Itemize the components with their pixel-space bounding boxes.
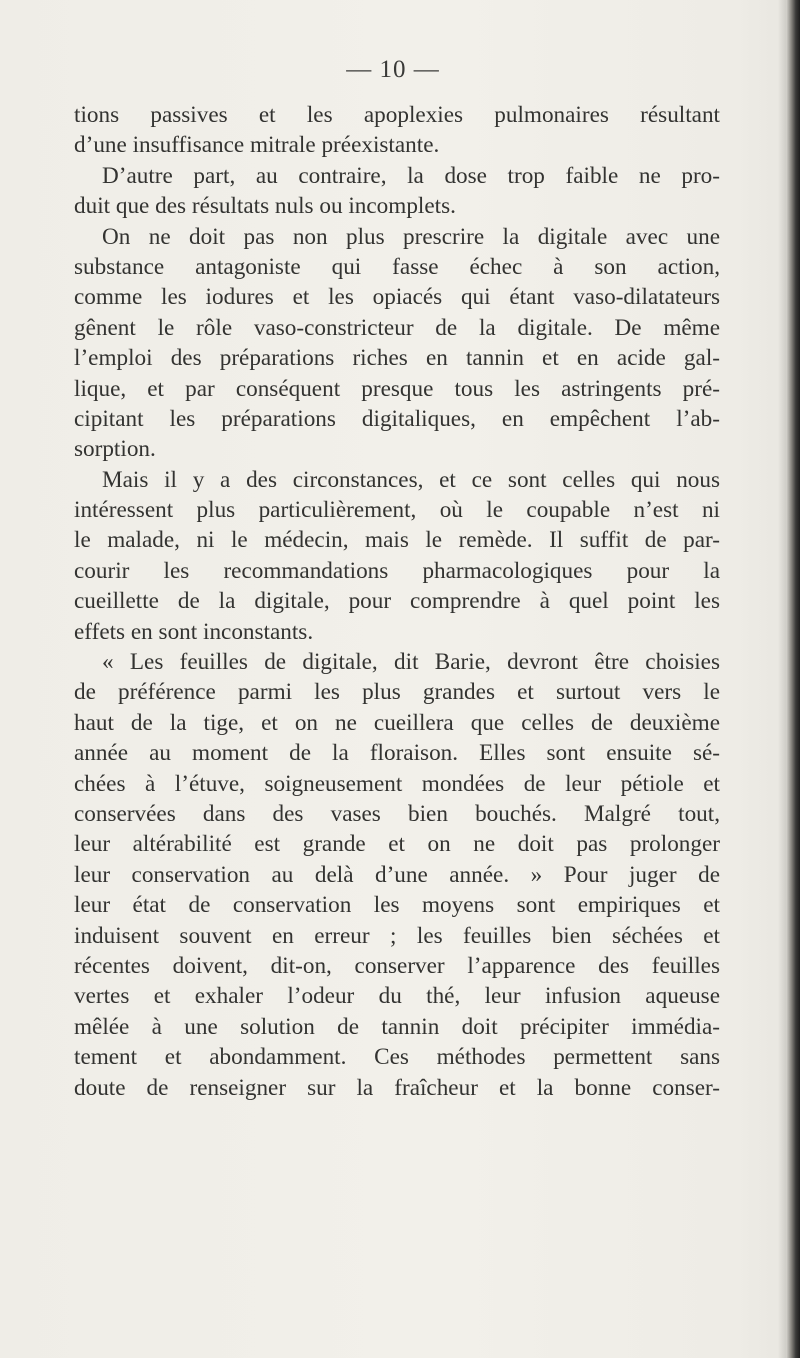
text-line-13: Mais il y a des circonstances, et ce sont celles qui nous [102,466,720,493]
text-line-6: substance antagoniste qui fasse échec à son action, [74,253,720,280]
text-line-26: leur conservation au delà d’une année. » Pour juger de [74,861,720,888]
text-line-7: comme les iodures et les opiacés qui étant vaso-dilatateurs [74,284,720,311]
text-line-2: d’une insuffisance mitrale préexistante. [74,132,440,159]
text-line-18: effets en sont inconstants. [74,618,314,645]
text-line-12: sorption. [74,436,156,463]
text-line-4: duit que des résultats nuls ou incomplets. [74,193,456,220]
text-line-32: tement et abondamment. Ces méthodes permettent sans [74,1044,720,1071]
text-line-24: conservées dans des vases bien bouchés. Malgré tout, [74,800,720,827]
text-line-15: le malade, ni le médecin, mais le remède. Il suffit de par- [74,527,720,554]
text-line-1: tions passives et les apoplexies pulmonaires résultant [74,102,720,128]
text-line-16: courir les recommandations pharmacologiques pour la [74,557,720,584]
text-line-9: l’emploi des préparations riches en tannin et en acide gal- [74,345,720,372]
body-text [74,100,720,1103]
text-line-27: leur état de conservation les moyens sont empiriques et [74,892,720,919]
text-line-19: « Les feuilles de digitale, dit Barie, devront être choisies [102,649,720,676]
text-line-8: gênent le rôle vaso-constricteur de la digitale. De même [74,314,720,341]
text-line-17: cueillette de la digitale, pour comprendre à quel point les [74,588,720,615]
text-line-10: lique, et par conséquent presque tous les astringents pré- [74,375,720,402]
text-line-29: récentes doivent, dit-on, conserver l’apparence des feuilles [74,952,720,979]
text-line-20: de préférence parmi les plus grandes et surtout vers le [74,679,720,706]
text-line-22: année au moment de la floraison. Elles sont ensuite sé- [74,740,720,767]
text-line-11: cipitant les préparations digitaliques, en empêchent l’ab- [74,405,720,432]
text-line-30: vertes et exhaler l’odeur du thé, leur infusion aqueuse [74,983,720,1010]
text-line-14: intéressent plus particulièrement, où le coupable n’est ni [74,497,720,524]
text-line-23: chées à l’étuve, soigneusement mondées de leur pétiole et [74,770,720,797]
text-line-31: mêlée à une solution de tannin doit précipiter immédia- [74,1013,720,1040]
text-line-25: leur altérabilité est grande et on ne doit pas prolonger [74,831,720,858]
book-spine-edge [786,0,800,1358]
text-line-21: haut de la tige, et on ne cueillera que celles de deuxième [74,709,720,736]
text-line-3: D’autre part, au contraire, la dose trop faible ne pro- [102,162,720,189]
text-line-28: induisent souvent en erreur ; les feuilles bien séchées et [74,922,720,949]
text-line-33: doute de renseigner sur la fraîcheur et la bonne conser- [74,1074,720,1101]
text-line-5: On ne doit pas non plus prescrire la digitale avec une [102,223,720,250]
page-gutter-shadow [778,0,786,1358]
page-number: — 10 — [346,56,440,83]
